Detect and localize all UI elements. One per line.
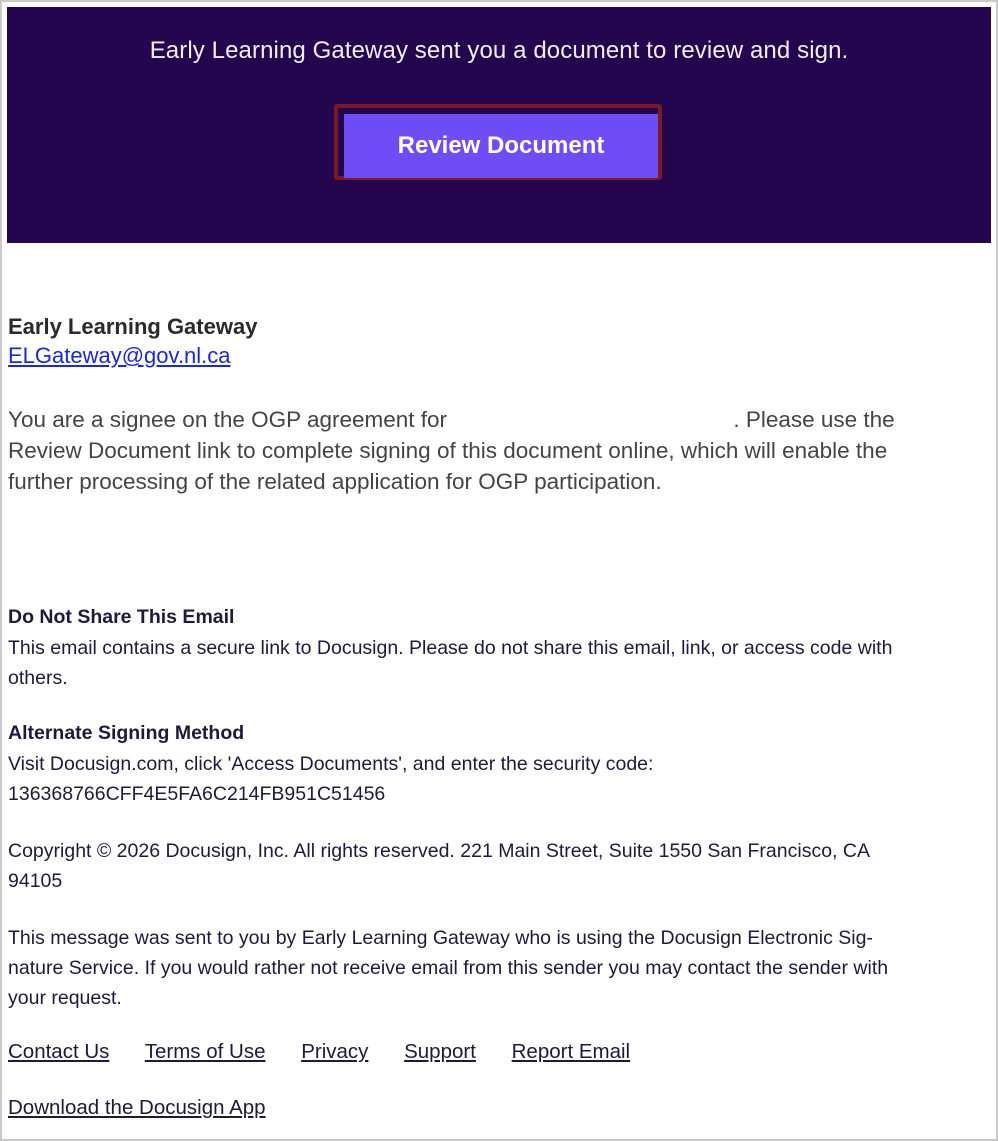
- notice-line-2: nature Service. If you would rather not receive email from this sender you may contact the sender with: [8, 957, 889, 979]
- support-link[interactable]: Support: [404, 1040, 476, 1063]
- footer-links: [8, 1040, 630, 1064]
- copyright-line-1: Copyright © 2026 Docusign, Inc. All rights reserved. 221 Main Street, Suite 1550 San Francisco, CA: [8, 840, 870, 862]
- notice-line-3: your request.: [8, 987, 122, 1009]
- sender-notice: [8, 923, 992, 1013]
- alternate-signing-title: Alternate Signing Method: [8, 722, 245, 744]
- sender-name: Early Learning Gateway: [8, 314, 258, 339]
- do-not-share-body: [8, 633, 992, 693]
- message-line-1: [8, 404, 992, 435]
- alternate-signing-line: Visit Docusign.com, click 'Access Documents', and enter the security code:: [8, 753, 654, 775]
- download-app-link[interactable]: Download the Docusign App: [8, 1096, 266, 1119]
- banner-message: Early Learning Gateway sent you a document to review and sign.: [149, 37, 849, 64]
- sender-email-link[interactable]: ELGateway@gov.nl.ca: [8, 343, 231, 368]
- review-document-button[interactable]: Review Document: [344, 114, 658, 178]
- security-code: 136368766CFF4E5FA6C214FB951C51456: [8, 783, 386, 805]
- message-line-2: Review Document link to complete signing of this document online, which will enable the: [8, 438, 888, 463]
- terms-of-use-link[interactable]: Terms of Use: [144, 1040, 266, 1063]
- report-email-link[interactable]: Report Email: [511, 1040, 631, 1063]
- message-line-3: further processing of the related application for OGP participation.: [8, 469, 662, 494]
- privacy-link[interactable]: Privacy: [301, 1040, 369, 1063]
- notice-line-1: This message was sent to you by Early Learning Gateway who is using the Docusign Electronic Sig-: [8, 927, 873, 949]
- message-line-1-end: . Please use the: [733, 407, 895, 432]
- contact-us-link[interactable]: Contact Us: [8, 1040, 110, 1063]
- message-line-1-start: You are a signee on the OGP agreement for: [8, 407, 454, 432]
- do-not-share-line-2: others.: [8, 667, 68, 689]
- do-not-share-line-1: This email contains a secure link to Docusign. Please do not share this email, link, or access code with: [8, 637, 893, 659]
- message-text: [8, 404, 992, 497]
- do-not-share-title: Do Not Share This Email: [8, 606, 235, 628]
- alternate-signing-body: [8, 749, 992, 809]
- copyright-line-2: 94105: [8, 870, 63, 892]
- copyright-text: [8, 836, 992, 896]
